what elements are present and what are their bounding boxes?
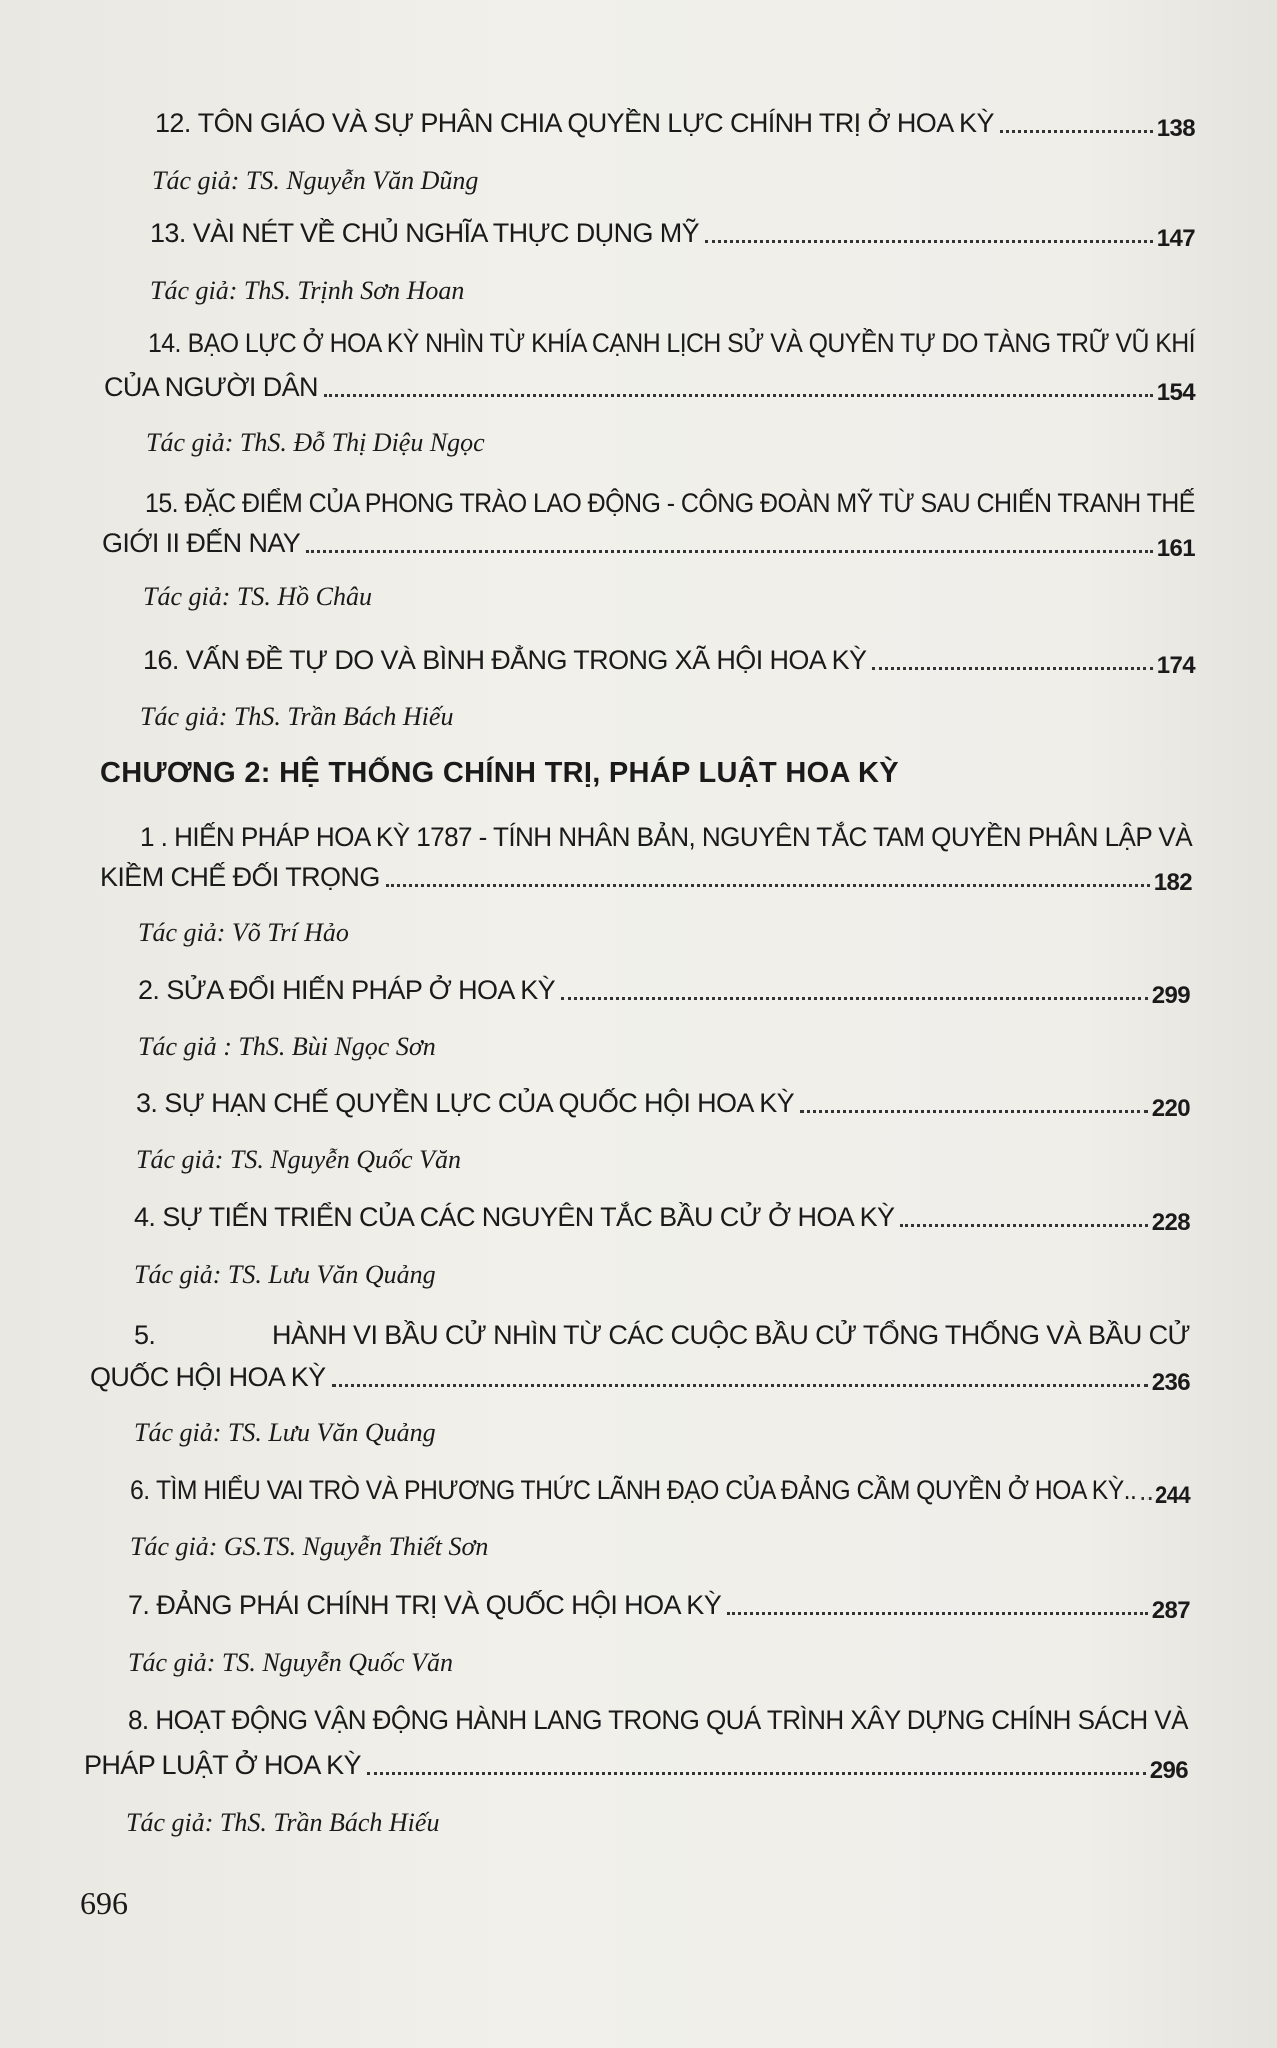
toc-entry-title-line [100,862,1192,896]
toc-entry-number: 4. [134,1202,156,1232]
dot-leader [727,1612,1148,1615]
toc-entry-title: HÀNH VI BẦU CỬ NHÌN TỪ CÁC CUỘC BẦU CỬ TỔNG THỐNG VÀ BẦU CỬ [272,1320,1190,1350]
toc-entry-number: 3. [136,1088,158,1118]
toc-entry-number: 5. [134,1320,156,1350]
toc-entry-title-line [134,1320,1190,1351]
toc-entry-author: Tác giả: TS. Lưu Văn Quảng [134,1260,436,1289]
toc-entry-title-line [104,372,1195,406]
toc-entry-title: HIẾN PHÁP HOA KỲ 1787 - TÍNH NHÂN BẢN, NGUYÊN TẮC TAM QUYỀN PHÂN LẬP VÀ [174,822,1193,852]
toc-entry-number: 8. [128,1705,149,1735]
toc-page-number: 287 [1151,1597,1190,1624]
toc-entry-title: SỰ HẠN CHẾ QUYỀN LỰC CỦA QUỐC HỘI HOA KỲ [164,1088,795,1118]
toc-entry-author: Tác giả: ThS. Đỗ Thị Diệu Ngọc [146,428,485,457]
toc-entry-title-line [128,1590,1190,1624]
toc-page-number: 161 [1156,535,1195,562]
toc-entry-title-line [148,328,1195,359]
toc-entry-author: Tác giả: TS. Nguyễn Quốc Văn [136,1145,461,1174]
toc-entry-title: VẤN ĐỀ TỰ DO VÀ BÌNH ĐẲNG TRONG XÃ HỘI HOA KỲ [185,645,867,675]
toc-entry-title: SỬA ĐỔI HIẾN PHÁP Ở HOA KỲ [166,975,556,1005]
dot-leader [900,1224,1147,1227]
page-folio: 696 [80,1885,128,1921]
dot-leader [367,1772,1146,1775]
toc-page-number: 244 [1154,1482,1191,1509]
dot-leader [705,240,1153,243]
toc-entry-title: BẠO LỰC Ở HOA KỲ NHÌN TỪ KHÍA CẠNH LỊCH SỬ VÀ QUYỀN TỰ DO TÀNG TRỮ VŨ KHÍ [187,328,1195,358]
toc-page-number: 228 [1151,1209,1190,1236]
toc-entry-number: 7. [128,1590,150,1620]
dot-leader [800,1110,1148,1113]
toc-entry-title-continued: GIỚI II ĐẾN NAY [102,528,301,558]
toc-entry-author: Tác giả: TS. Nguyễn Quốc Văn [128,1648,453,1677]
toc-entry-title: ĐẢNG PHÁI CHÍNH TRỊ VÀ QUỐC HỘI HOA KỲ [156,1590,722,1620]
dot-leader [324,394,1153,397]
toc-page-number: 138 [1156,115,1195,142]
dot-leader [306,550,1153,553]
toc-entry-number: 15. [145,488,179,518]
toc-entry-author: Tác giả: GS.TS. Nguyễn Thiết Sơn [130,1532,489,1561]
toc-page-number: 236 [1151,1369,1190,1396]
toc-entry-title-line [128,1705,1188,1736]
dot-leader [561,997,1148,1000]
toc-entry-title-line [140,822,1192,853]
dot-leader [1142,1497,1151,1500]
toc-entry-number: 13. [150,218,186,248]
toc-entry-title-line [130,1475,1191,1509]
toc-page-number: 220 [1151,1095,1190,1122]
toc-entry-title-line [150,218,1195,252]
dot-leader [386,884,1150,887]
dot-leader [872,667,1152,670]
toc-entry-title-line [90,1362,1190,1396]
toc-entry-title-continued: QUỐC HỘI HOA KỲ [90,1362,326,1392]
toc-entry-number: 6. [130,1475,150,1505]
toc-entry-title-line [138,975,1190,1009]
toc-entry-author: Tác giả: TS. Lưu Văn Quảng [134,1418,436,1447]
toc-entry-author: Tác giả : ThS. Bùi Ngọc Sơn [138,1032,436,1061]
toc-entry-number: 1 . [140,822,168,852]
chapter-heading: CHƯƠNG 2: HỆ THỐNG CHÍNH TRỊ, PHÁP LUẬT HOA KỲ [100,757,899,789]
toc-page-number: 296 [1149,1757,1188,1784]
toc-page-number: 299 [1151,982,1190,1009]
toc-page-number: 154 [1156,379,1195,406]
dot-leader [332,1384,1148,1387]
toc-entry-title-line [102,528,1195,562]
toc-page-number: 147 [1156,225,1195,252]
toc-entry-title-line [145,488,1195,519]
toc-entry-title: TÌM HIỂU VAI TRÒ VÀ PHƯƠNG THỨC LÃNH ĐẠO CỦA ĐẢNG CẦM QUYỀN Ở HOA KỲ.. [155,1475,1137,1505]
toc-entry-title-line [136,1088,1190,1122]
toc-page-number: 182 [1153,869,1192,896]
toc-entry-title-continued: KIỀM CHẾ ĐỐI TRỌNG [100,862,380,892]
toc-entry-number: 16. [143,645,179,675]
toc-entry-title: VÀI NÉT VỀ CHỦ NGHĨA THỰC DỤNG MỸ [192,218,700,248]
toc-page-number: 174 [1156,652,1195,679]
toc-entry-author: Tác giả: ThS. Trần Bách Hiếu [140,702,454,731]
toc-entry-author: Tác giả: ThS. Trịnh Sơn Hoan [150,276,465,305]
toc-entry-title: ĐẶC ĐIỂM CỦA PHONG TRÀO LAO ĐỘNG - CÔNG ĐOÀN MỸ TỪ SAU CHIẾN TRANH THẾ [184,488,1195,518]
toc-entry-author: Tác giả: TS. Nguyễn Văn Dũng [152,166,479,195]
toc-entry-number: 2. [138,975,160,1005]
toc-entry-title: SỰ TIẾN TRIỂN CỦA CÁC NGUYÊN TẮC BẦU CỬ Ở HOA KỲ [162,1202,895,1232]
toc-entry-title-continued: PHÁP LUẬT Ở HOA KỲ [84,1750,361,1780]
toc-entry-author: Tác giả: ThS. Trần Bách Hiếu [126,1808,440,1837]
toc-entry-title-line [84,1750,1188,1784]
toc-entry-author: Tác giả: TS. Hồ Châu [143,582,372,611]
toc-entry-title-line [143,645,1195,679]
toc-entry-author: Tác giả: Võ Trí Hảo [138,918,349,947]
toc-entry-title: TÔN GIÁO VÀ SỰ PHÂN CHIA QUYỀN LỰC CHÍNH TRỊ Ở HOA KỲ [197,108,994,138]
toc-entry-number: 12. [155,108,191,138]
toc-entry-number: 14. [148,328,181,358]
toc-entry-title-line [134,1202,1190,1236]
toc-entry-title-continued: CỦA NGƯỜI DÂN [104,372,318,402]
toc-entry-title: HOẠT ĐỘNG VẬN ĐỘNG HÀNH LANG TRONG QUÁ TRÌNH XÂY DỰNG CHÍNH SÁCH VÀ [155,1705,1188,1735]
toc-entry-title-line [155,108,1195,142]
dot-leader [1000,130,1153,133]
